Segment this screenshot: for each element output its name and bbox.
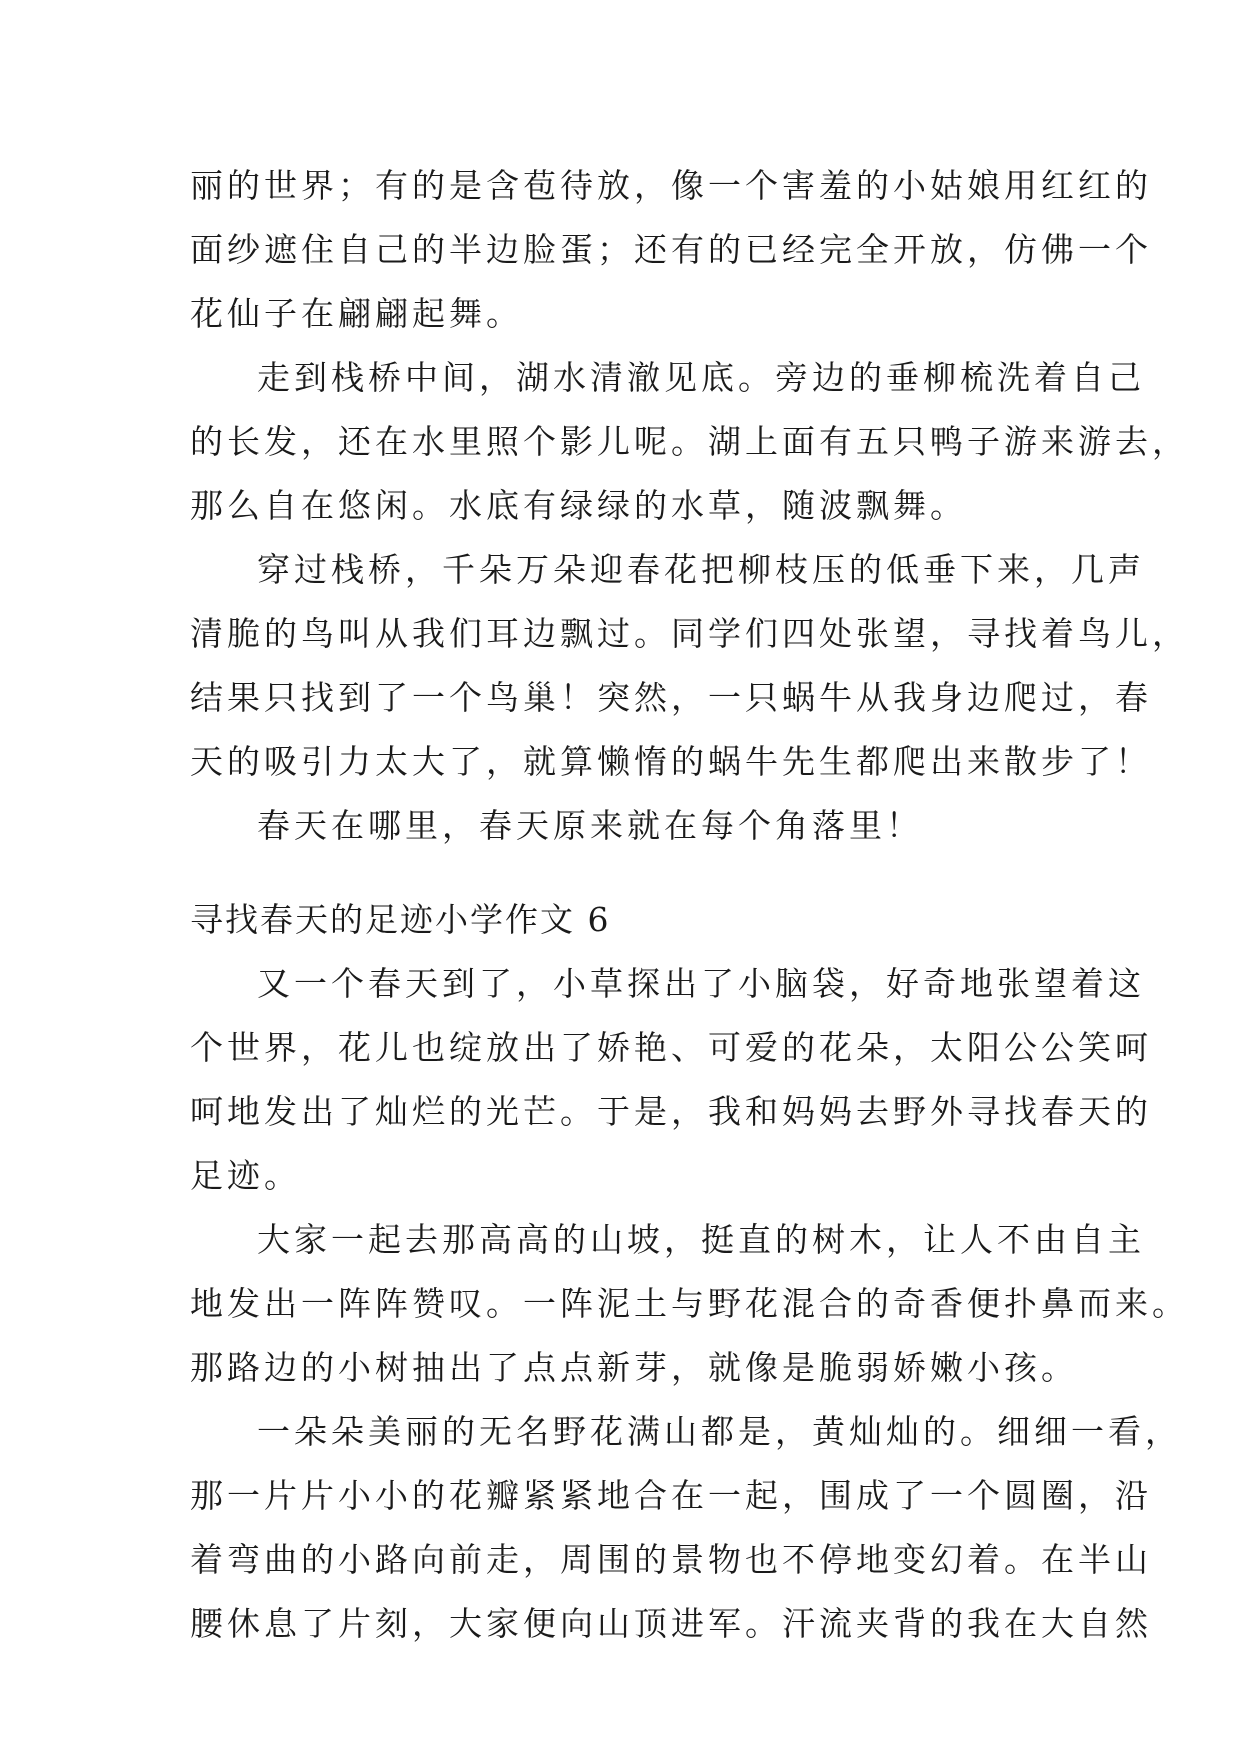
text-line: 那一片片小小的花瓣紧紧地合在一起，围成了一个圆圈，沿	[190, 1476, 1152, 1515]
text-line: 清脆的鸟叫从我们耳边飘过。同学们四处张望，寻找着鸟儿，	[190, 614, 1189, 653]
text-line: 穿过栈桥，千朵万朵迎春花把柳枝压的低垂下来，几声	[257, 550, 1145, 589]
text-line: 那么自在悠闲。水底有绿绿的水草，随波飘舞。	[190, 486, 967, 525]
text-line: 一朵朵美丽的无名野花满山都是，黄灿灿的。细细一看，	[257, 1412, 1182, 1451]
section-1-body	[190, 154, 1189, 858]
paragraph	[190, 346, 1189, 538]
text-line: 个世界，花儿也绽放出了娇艳、可爱的花朵，太阳公公笑呵	[190, 1028, 1152, 1067]
section-2-body	[190, 952, 1189, 1656]
section-2-header	[190, 888, 1070, 952]
text-line: 腰休息了片刻，大家便向山顶进军。汗流夹背的我在大自然	[190, 1604, 1152, 1643]
text-line: 大家一起去那高高的山坡，挺直的树木，让人不由自主	[257, 1220, 1145, 1259]
paragraph	[190, 952, 1152, 1208]
text-line: 地发出一阵阵赞叹。一阵泥土与野花混合的奇香便扑鼻而来。	[190, 1284, 1189, 1323]
paragraph	[190, 1208, 1189, 1400]
text-line: 着弯曲的小路向前走，周围的景物也不停地变幻着。在半山	[190, 1540, 1152, 1579]
text-line: 天的吸引力太大了，就算懒惰的蜗牛先生都爬出来散步了！	[190, 742, 1152, 781]
text-line: 足迹。	[190, 1156, 301, 1195]
text-line: 的长发，还在水里照个影儿呢。湖上面有五只鸭子游来游去，	[190, 422, 1189, 461]
text-line: 面纱遮住自己的半边脸蛋；还有的已经完全开放，仿佛一个	[190, 230, 1152, 269]
text-line: 丽的世界；有的是含苞待放，像一个害羞的小姑娘用红红的	[190, 166, 1152, 205]
text-line: 又一个春天到了，小草探出了小脑袋，好奇地张望着这	[257, 964, 1145, 1003]
paragraph	[190, 794, 1070, 858]
text-line: 花仙子在翩翩起舞。	[190, 294, 523, 333]
section-title: 寻找春天的足迹小学作文 6	[190, 900, 611, 939]
text-line: 走到栈桥中间，湖水清澈见底。旁边的垂柳梳洗着自己	[257, 358, 1145, 397]
paragraph	[190, 1400, 1182, 1656]
text-line: 那路边的小树抽出了点点新芽，就像是脆弱娇嫩小孩。	[190, 1348, 1078, 1387]
text-line: 呵地发出了灿烂的光芒。于是，我和妈妈去野外寻找春天的	[190, 1092, 1152, 1131]
paragraph	[190, 538, 1189, 794]
text-line: 春天在哪里，春天原来就在每个角落里！	[257, 806, 923, 845]
text-line: 结果只找到了一个鸟巢！突然，一只蜗牛从我身边爬过，春	[190, 678, 1152, 717]
paragraph	[190, 154, 1152, 346]
